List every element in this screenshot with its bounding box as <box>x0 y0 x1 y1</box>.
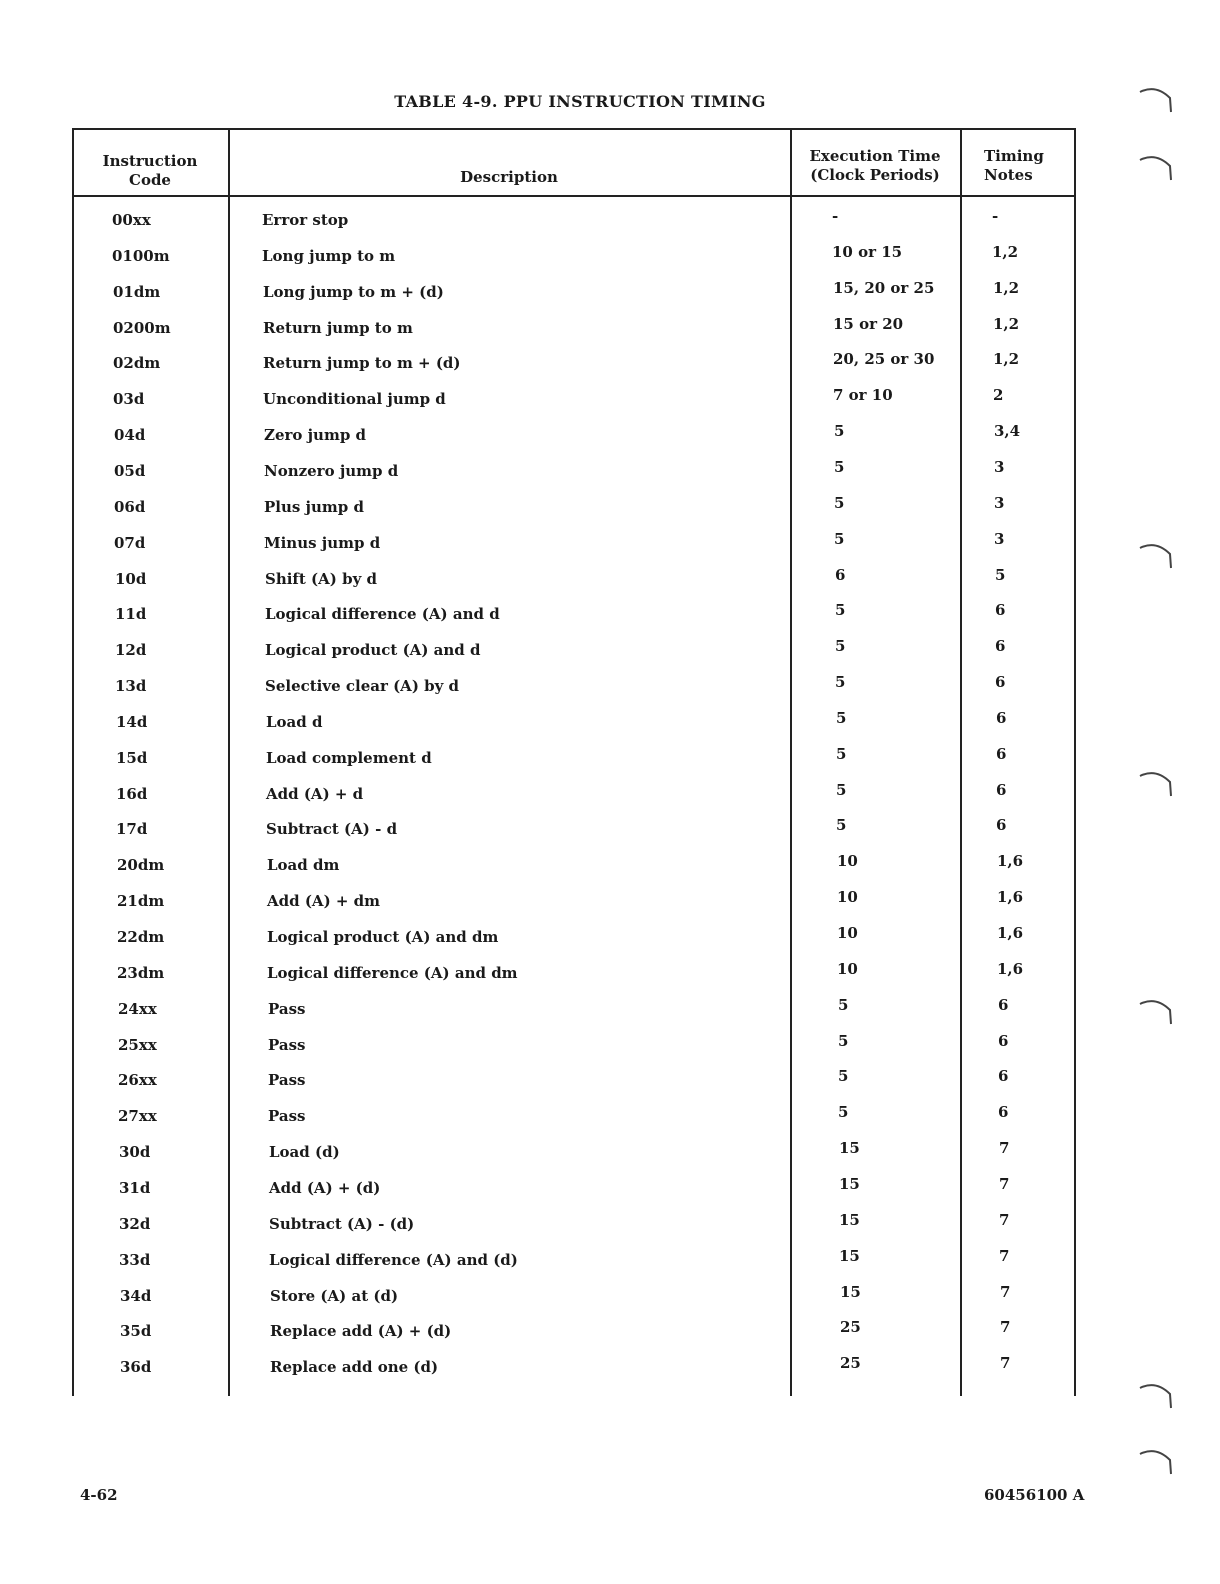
document-number: 60456100 A <box>984 1486 1085 1504</box>
table-row <box>80 1314 1082 1350</box>
page-number: 4-62 <box>80 1486 118 1504</box>
instruction-code-cell: 14d <box>116 712 148 731</box>
execution-time-cell: 5 <box>835 637 846 656</box>
timing-notes-cell: 1,2 <box>992 242 1019 261</box>
execution-time-cell: 5 <box>838 1031 849 1050</box>
description-cell: Pass <box>268 1035 306 1054</box>
execution-time-cell: 5 <box>836 744 847 763</box>
description-cell: Long jump to m + (d) <box>263 282 444 301</box>
table-row <box>78 1063 1080 1099</box>
timing-notes-cell: 1,2 <box>993 278 1020 297</box>
description-cell: Store (A) at (d) <box>270 1286 399 1305</box>
punch-mark-icon <box>1138 996 1174 1026</box>
execution-time-cell: 5 <box>836 708 847 727</box>
instruction-code-cell: 13d <box>115 677 147 696</box>
table-row <box>75 633 1077 669</box>
description-cell: Replace add one (d) <box>270 1358 439 1377</box>
timing-notes-cell: - <box>992 207 999 225</box>
instruction-code-cell: 05d <box>114 461 146 480</box>
execution-time-cell: 20, 25 or 30 <box>833 350 935 369</box>
description-cell: Logical product (A) and d <box>265 641 481 660</box>
execution-time-cell: 5 <box>834 422 845 441</box>
table-row <box>76 705 1078 741</box>
description-cell: Return jump to m + (d) <box>263 354 461 373</box>
instruction-code-cell: 24xx <box>118 999 157 1018</box>
timing-notes-cell: 1,2 <box>993 350 1020 369</box>
instruction-code-cell: 30d <box>119 1143 151 1162</box>
header-notes-line2: Notes <box>984 166 1033 184</box>
description-cell: Logical difference (A) and (d) <box>269 1250 518 1269</box>
execution-time-cell: 5 <box>835 673 846 692</box>
timing-notes-cell: 6 <box>996 708 1007 727</box>
instruction-code-cell: 34d <box>120 1286 152 1305</box>
table-row <box>72 203 1074 239</box>
timing-notes-cell: 1,6 <box>997 959 1024 978</box>
instruction-code-cell: 03d <box>113 390 145 409</box>
execution-time-cell: 15 <box>839 1246 860 1265</box>
description-cell: Pass <box>268 1107 306 1126</box>
execution-time-cell: 5 <box>838 1067 849 1086</box>
execution-time-cell: 10 or 15 <box>832 242 903 261</box>
header-code-line2: Code <box>129 171 171 189</box>
table-row <box>76 741 1078 777</box>
instruction-code-cell: 16d <box>116 784 148 803</box>
timing-notes-cell: 6 <box>995 637 1006 656</box>
instruction-code-cell: 07d <box>114 533 146 552</box>
instruction-code-cell: 00xx <box>112 211 151 229</box>
punch-mark-icon <box>1138 768 1174 798</box>
header-instruction-code <box>72 152 228 190</box>
instruction-code-cell: 27xx <box>118 1107 157 1126</box>
timing-notes-cell: 7 <box>1000 1354 1011 1373</box>
description-cell: Load (d) <box>269 1143 340 1162</box>
description-cell: Logical difference (A) and d <box>265 605 500 624</box>
description-cell: Plus jump d <box>264 497 364 516</box>
execution-time-cell: 5 <box>834 529 845 548</box>
execution-time-cell: 5 <box>838 1103 849 1122</box>
timing-notes-cell: 6 <box>996 744 1007 763</box>
timing-notes-cell: 1,2 <box>993 314 1020 333</box>
timing-notes-cell: 7 <box>999 1174 1010 1193</box>
timing-notes-cell: 1,6 <box>997 924 1024 942</box>
execution-time-cell: 15 <box>839 1139 860 1158</box>
table-row <box>77 884 1079 920</box>
execution-time-cell: 5 <box>835 601 846 620</box>
execution-time-cell: 15 <box>839 1174 860 1193</box>
timing-notes-cell: 7 <box>1000 1282 1011 1301</box>
instruction-code-cell: 20dm <box>117 856 165 875</box>
instruction-code-cell: 35d <box>120 1322 152 1341</box>
table-row <box>74 418 1076 454</box>
description-cell: Minus jump d <box>264 533 381 552</box>
description-cell: Return jump to m <box>263 318 413 337</box>
punch-mark-icon <box>1138 84 1174 114</box>
table-row <box>76 777 1078 813</box>
table-row <box>78 1028 1080 1064</box>
timing-notes-cell: 6 <box>995 601 1006 620</box>
description-cell: Selective clear (A) by d <box>265 677 460 696</box>
header-timing-notes <box>960 147 1084 185</box>
header-exec-line1: Execution Time <box>809 147 941 165</box>
instruction-code-cell: 11d <box>115 605 147 624</box>
description-cell: Nonzero jump d <box>264 461 399 480</box>
table-row <box>79 1243 1081 1279</box>
description-cell: Logical difference (A) and dm <box>267 963 518 982</box>
punch-mark-icon <box>1138 540 1174 570</box>
table-row <box>78 1099 1080 1135</box>
header-execution-time <box>790 147 960 185</box>
execution-time-cell: - <box>832 207 839 225</box>
instruction-code-cell: 06d <box>114 497 146 516</box>
timing-notes-cell: 6 <box>995 673 1006 692</box>
instruction-code-cell: 02dm <box>113 354 161 373</box>
table-row <box>73 382 1075 418</box>
instruction-code-cell: 21dm <box>117 892 165 911</box>
execution-time-cell: 5 <box>834 493 845 512</box>
header-description-text: Description <box>460 168 558 186</box>
execution-time-cell: 15 or 20 <box>833 314 904 333</box>
description-cell: Long jump to m <box>262 246 396 265</box>
execution-time-cell: 10 <box>837 959 858 978</box>
header-code-line1: Instruction <box>102 152 198 170</box>
instruction-code-cell: 17d <box>116 820 148 839</box>
description-cell: Load dm <box>267 856 340 875</box>
instruction-code-cell: 0100m <box>112 246 170 265</box>
table-row <box>77 956 1079 992</box>
header-divider <box>72 195 1074 197</box>
timing-notes-cell: 3,4 <box>994 422 1021 441</box>
table-row <box>79 1207 1081 1243</box>
timing-notes-cell: 7 <box>1000 1318 1011 1337</box>
instruction-code-cell: 26xx <box>118 1071 157 1090</box>
execution-time-cell: 15, 20 or 25 <box>833 278 935 297</box>
description-cell: Error stop <box>262 211 349 229</box>
table-row <box>75 669 1077 705</box>
timing-notes-cell: 6 <box>996 816 1007 835</box>
execution-time-cell: 10 <box>837 852 858 871</box>
description-cell: Load d <box>266 712 323 731</box>
execution-time-cell: 10 <box>837 888 858 907</box>
description-cell: Logical product (A) and dm <box>267 928 499 946</box>
table-row <box>73 311 1075 347</box>
punch-mark-icon <box>1138 1380 1174 1410</box>
instruction-code-cell: 0200m <box>113 318 171 337</box>
table-row <box>80 1279 1082 1315</box>
execution-time-cell: 25 <box>840 1318 861 1337</box>
instruction-code-cell: 10d <box>115 569 147 588</box>
table-row <box>76 812 1078 848</box>
table-row <box>78 992 1080 1028</box>
table-row <box>74 490 1076 526</box>
instruction-code-cell: 32d <box>119 1214 151 1233</box>
description-cell: Zero jump d <box>264 426 367 445</box>
timing-notes-cell: 6 <box>998 995 1009 1014</box>
timing-notes-cell: 6 <box>998 1031 1009 1050</box>
execution-time-cell: 5 <box>838 995 849 1014</box>
instruction-code-cell: 33d <box>119 1250 151 1269</box>
table-row <box>74 526 1076 562</box>
table-row <box>73 275 1075 311</box>
table-row <box>77 920 1079 956</box>
table-row <box>80 1350 1082 1386</box>
description-cell: Unconditional jump d <box>263 390 446 409</box>
execution-time-cell: 15 <box>840 1282 861 1301</box>
table-title: TABLE 4-9. PPU INSTRUCTION TIMING <box>394 92 766 111</box>
description-cell: Pass <box>268 1071 306 1090</box>
timing-notes-cell: 7 <box>999 1210 1010 1229</box>
instruction-code-cell: 25xx <box>118 1035 157 1054</box>
instruction-code-cell: 22dm <box>117 928 165 946</box>
description-cell: Add (A) + (d) <box>269 1178 381 1197</box>
timing-notes-cell: 1,6 <box>997 888 1024 907</box>
execution-time-cell: 25 <box>840 1354 861 1373</box>
instruction-code-cell: 36d <box>120 1358 152 1377</box>
punch-mark-icon <box>1138 152 1174 182</box>
table-row <box>72 239 1074 275</box>
table-row <box>77 848 1079 884</box>
timing-notes-cell: 6 <box>998 1067 1009 1086</box>
instruction-code-cell: 31d <box>119 1178 151 1197</box>
timing-notes-cell: 7 <box>999 1246 1010 1265</box>
timing-notes-cell: 6 <box>996 780 1007 799</box>
execution-time-cell: 5 <box>836 816 847 835</box>
instruction-code-cell: 01dm <box>113 282 161 301</box>
description-cell: Replace add (A) + (d) <box>270 1322 452 1341</box>
description-cell: Load complement d <box>266 748 432 767</box>
timing-notes-cell: 5 <box>995 565 1006 584</box>
table-row <box>75 562 1077 598</box>
description-cell: Subtract (A) - (d) <box>269 1214 415 1233</box>
description-cell: Shift (A) by d <box>265 569 378 588</box>
timing-notes-cell: 1,6 <box>997 852 1024 871</box>
execution-time-cell: 5 <box>834 457 845 476</box>
table-row <box>73 346 1075 382</box>
timing-notes-cell: 6 <box>998 1103 1009 1122</box>
execution-time-cell: 5 <box>836 780 847 799</box>
header-description <box>228 168 790 187</box>
table-row <box>75 597 1077 633</box>
header-exec-line2: (Clock Periods) <box>810 166 940 184</box>
instruction-code-cell: 04d <box>114 426 146 445</box>
execution-time-cell: 15 <box>839 1210 860 1229</box>
table-row <box>79 1135 1081 1171</box>
table-row <box>79 1171 1081 1207</box>
timing-notes-cell: 3 <box>994 457 1005 476</box>
instruction-code-cell: 12d <box>115 641 147 660</box>
timing-notes-cell: 7 <box>999 1139 1010 1158</box>
description-cell: Subtract (A) - d <box>266 820 398 839</box>
timing-notes-cell: 3 <box>994 529 1005 548</box>
execution-time-cell: 7 or 10 <box>833 386 893 405</box>
execution-time-cell: 10 <box>837 924 858 942</box>
timing-notes-cell: 3 <box>994 493 1005 512</box>
description-cell: Add (A) + d <box>266 784 364 803</box>
timing-notes-cell: 2 <box>993 386 1004 405</box>
instruction-code-cell: 23dm <box>117 963 165 982</box>
punch-mark-icon <box>1138 1446 1174 1476</box>
description-cell: Pass <box>268 999 306 1018</box>
table-row <box>74 454 1076 490</box>
description-cell: Add (A) + dm <box>267 892 381 911</box>
instruction-code-cell: 15d <box>116 748 148 767</box>
execution-time-cell: 6 <box>835 565 846 584</box>
header-notes-line1: Timing <box>984 147 1044 165</box>
